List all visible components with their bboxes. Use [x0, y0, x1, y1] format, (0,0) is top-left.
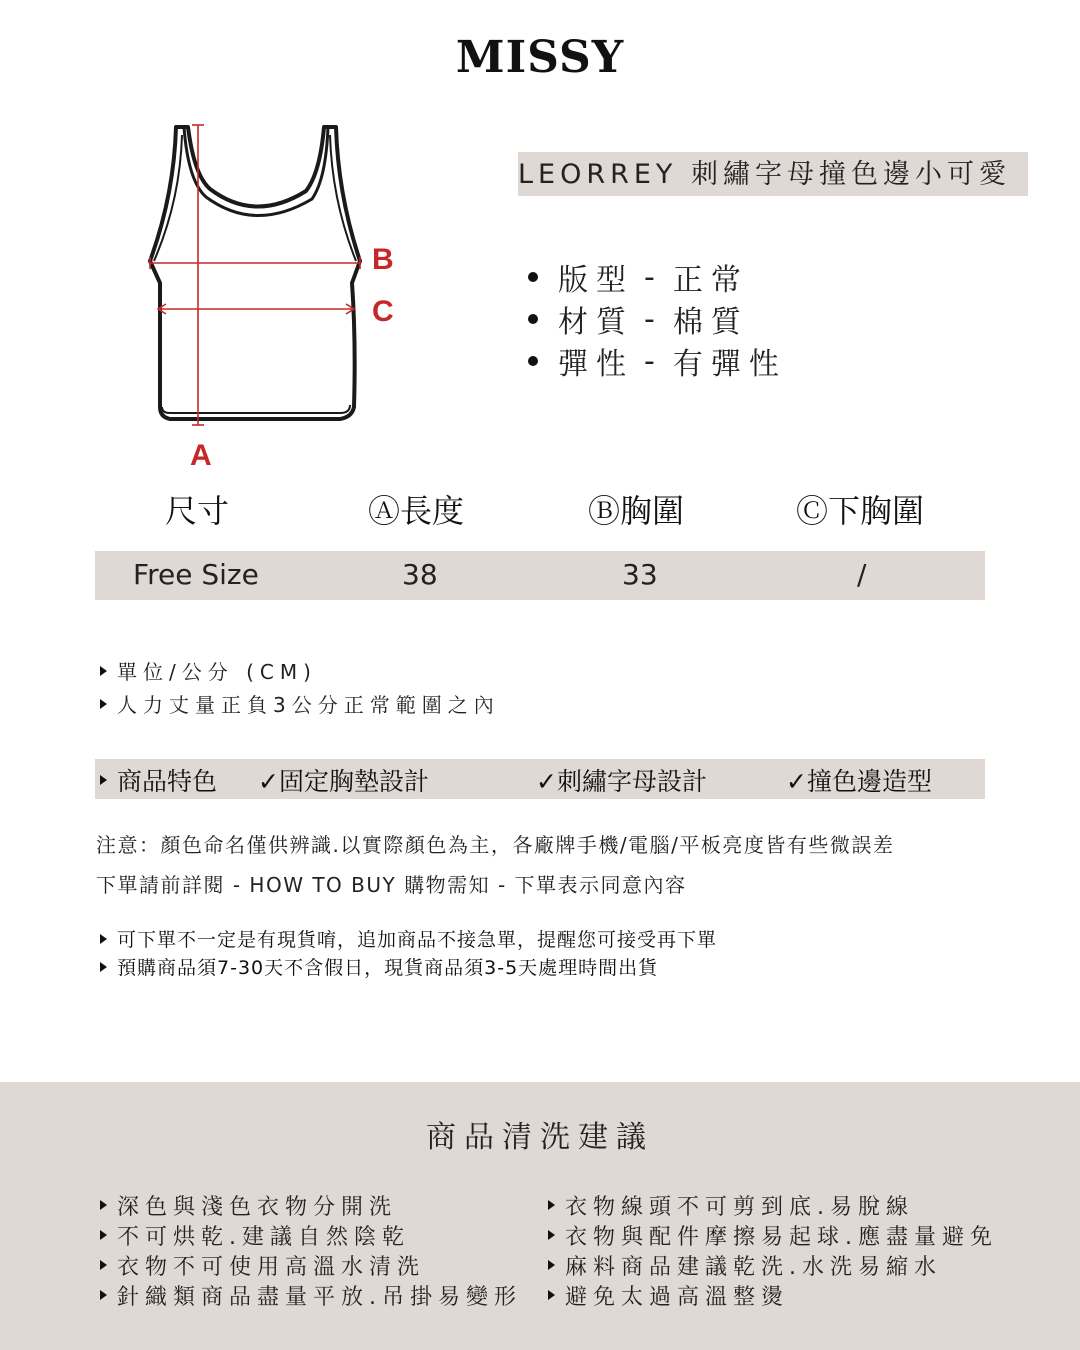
- bullet-icon: [528, 314, 538, 324]
- wash-item: 避免太過高溫整燙: [548, 1280, 998, 1310]
- triangle-bullet-icon: [100, 775, 107, 785]
- spec-value: 棉質: [672, 305, 749, 340]
- wash-item: 衣物線頭不可剪到底.易脫線: [548, 1190, 998, 1220]
- wash-title: 商品清洗建議: [426, 1120, 654, 1155]
- spec-row-elasticity: [522, 340, 787, 382]
- garment-outline: [150, 127, 360, 419]
- label-a: A: [190, 439, 212, 472]
- bullet-icon: [528, 356, 538, 366]
- size-header-length: Ⓐ長度: [368, 492, 465, 530]
- spec-value: 正常: [672, 263, 749, 298]
- stock-note: 可下單不一定是有現貨唷，追加商品不接急單，提醒您可接受再下單: [100, 925, 717, 952]
- triangle-bullet-icon: [548, 1230, 555, 1240]
- feature-item: ✓固定胸墊設計: [258, 767, 429, 796]
- color-notice: 注意：顏色命名僅供辨識.以實際顏色為主，各廠牌手機/電腦/平板亮度皆有些微誤差: [96, 833, 895, 857]
- size-cell-underbust: /: [857, 558, 867, 591]
- hem-trim: [162, 405, 350, 413]
- triangle-bullet-icon: [100, 1230, 107, 1240]
- feature-label: 商品特色: [100, 762, 217, 798]
- wash-item: 不可烘乾.建議自然陰乾: [100, 1220, 522, 1250]
- camisole-measurement-diagram: [140, 115, 400, 475]
- feature-item: ✓刺繡字母設計: [536, 767, 707, 796]
- tolerance-note: 人力丈量正負3公分正常範圍之內: [100, 689, 500, 718]
- feature-item: ✓撞色邊造型: [786, 767, 932, 796]
- wash-list-right: [548, 1190, 998, 1310]
- spec-name: 材質: [558, 305, 634, 340]
- triangle-bullet-icon: [100, 934, 107, 944]
- triangle-bullet-icon: [548, 1290, 555, 1300]
- spec-separator: -: [644, 343, 663, 379]
- size-header-underbust: Ⓒ下胸圍: [796, 492, 925, 530]
- neckline-trim: [184, 127, 328, 216]
- spec-row-material: [522, 298, 787, 340]
- size-cell-name: Free Size: [133, 558, 259, 591]
- wash-list-left: [100, 1190, 522, 1310]
- triangle-bullet-icon: [100, 666, 107, 676]
- triangle-bullet-icon: [548, 1200, 555, 1210]
- wash-item: 深色與淺色衣物分開洗: [100, 1190, 522, 1220]
- triangle-bullet-icon: [100, 1290, 107, 1300]
- spec-name: 版型: [558, 263, 634, 298]
- spec-list: [522, 256, 787, 382]
- how-to-buy-notice: 下單請前詳閱 - HOW TO BUY 購物需知 - 下單表示同意內容: [96, 873, 687, 897]
- size-cell-bust: 33: [622, 558, 658, 591]
- size-header-size: 尺寸: [165, 492, 230, 530]
- wash-item: 衣物不可使用高溫水清洗: [100, 1250, 522, 1280]
- triangle-bullet-icon: [548, 1260, 555, 1270]
- wash-item: 針織類商品盡量平放.吊掛易變形: [100, 1280, 522, 1310]
- spec-row-fit: [522, 256, 787, 298]
- spec-separator: -: [644, 259, 663, 295]
- triangle-bullet-icon: [100, 699, 107, 709]
- shipping-note: 預購商品須7-30天不含假日，現貨商品須3-5天處理時間出貨: [100, 953, 658, 980]
- spec-value: 有彈性: [672, 347, 787, 382]
- size-header-bust: Ⓑ胸圍: [588, 492, 685, 530]
- size-cell-length: 38: [402, 558, 438, 591]
- wash-item: 衣物與配件摩擦易起球.應盡量避免: [548, 1220, 998, 1250]
- bullet-icon: [528, 272, 538, 282]
- label-b: B: [372, 243, 394, 276]
- brand-logo: MISSY: [455, 32, 625, 83]
- spec-separator: -: [644, 301, 663, 337]
- unit-note: 單位/公分 (CM): [100, 656, 317, 685]
- triangle-bullet-icon: [100, 962, 107, 972]
- product-title: LEORREY 刺繡字母撞色邊小可愛: [518, 152, 1028, 196]
- triangle-bullet-icon: [100, 1260, 107, 1270]
- triangle-bullet-icon: [100, 1200, 107, 1210]
- wash-item: 麻料商品建議乾洗.水洗易縮水: [548, 1250, 998, 1280]
- spec-name: 彈性: [558, 347, 634, 382]
- label-c: C: [372, 295, 394, 328]
